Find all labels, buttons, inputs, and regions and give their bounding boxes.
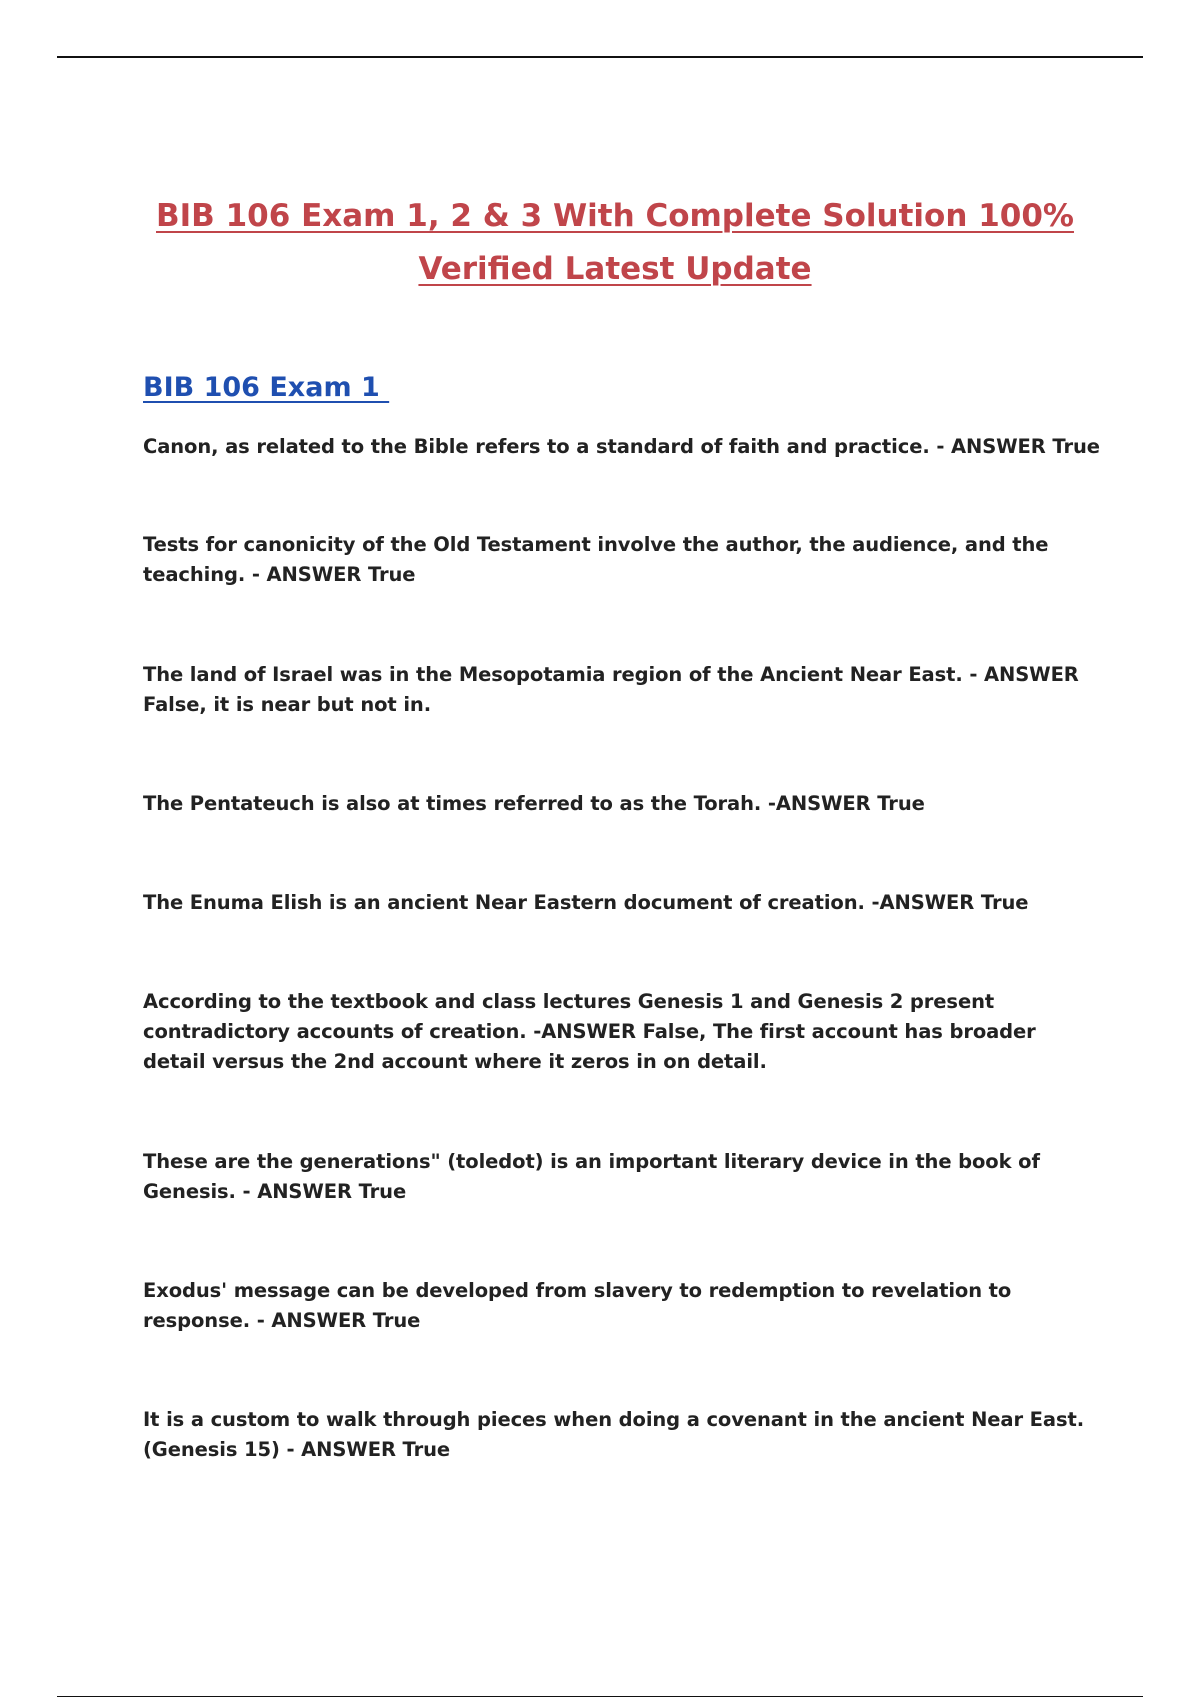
question-answer-item: According to the textbook and class lectures Genesis 1 and Genesis 2 present contradictory accounts of creation. -ANSWER False, The first account has broader detail versus the 2nd account where it zeros in on detail.	[143, 990, 1036, 1073]
question-answer-item: Tests for canonicity of the Old Testament involve the author, the audience, and the teaching. - ANSWER True	[143, 533, 1049, 586]
document-title: BIB 106 Exam 1, 2 & 3 With Complete Solution 100% Verified Latest Update	[156, 198, 1074, 287]
bottom-rule	[57, 1696, 1143, 1697]
top-rule	[57, 56, 1143, 58]
section-heading: BIB 106 Exam 1	[143, 372, 390, 403]
question-answer-item: The Enuma Elish is an ancient Near Eastern document of creation. -ANSWER True	[143, 891, 1029, 914]
question-answer-item: Canon, as related to the Bible refers to a standard of faith and practice. - ANSWER True	[143, 435, 1100, 458]
question-answer-item: It is a custom to walk through pieces when doing a covenant in the ancient Near East. (Genesis 15) - ANSWER True	[143, 1408, 1085, 1461]
question-answer-item: These are the generations" (toledot) is an important literary device in the book of Genesis. - ANSWER True	[143, 1150, 1040, 1203]
question-answer-item: Exodus' message can be developed from slavery to redemption to revelation to response. - ANSWER True	[143, 1279, 1012, 1332]
question-answer-item: The Pentateuch is also at times referred to as the Torah. -ANSWER True	[143, 792, 925, 815]
question-answer-item: The land of Israel was in the Mesopotamia region of the Ancient Near East. - ANSWER False, it is near but not in.	[143, 663, 1079, 716]
